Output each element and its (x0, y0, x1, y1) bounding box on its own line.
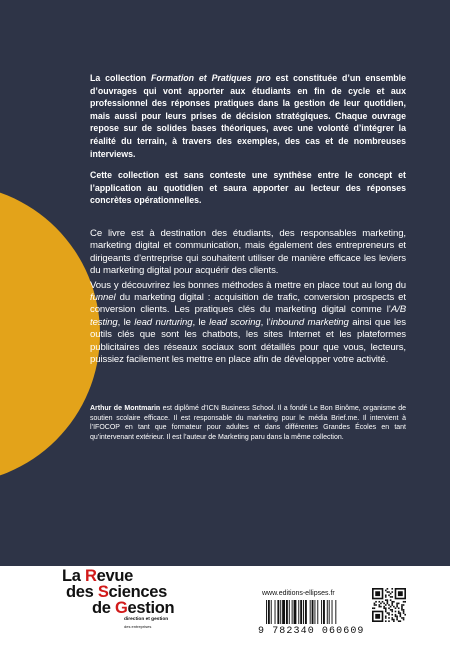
la-revue-logo: La Revue des Sciences de Gestion direction et gestion des entreprises (62, 567, 175, 629)
book-paragraph-2: Vous y découvrirez les bonnes méthodes à mettre en place tout au long du funnel du marketing digital : acquisition de trafic, conversion prospects et conversion clients. Les pratiques clés du marketing digital comme l’A/B testing, le lead nurturing, le lead scoring, l’inbound marketing ainsi que les outils clés que sont les chatbots, les sites Internet et les plateformes publicitaires des réseaux sociaux sont détaillés pour que vous, lecteurs, puissiez facilement les mettre en place afin de développer votre activité. (90, 279, 406, 366)
collection-paragraph-2: Cette collection est sans conteste une synthèse entre le concept et l’application au quotidien et saura apporter au lecteur des réponses concrètes opérationnelles. (90, 170, 406, 206)
qr-code-icon (372, 588, 406, 622)
author-name: Arthur de Montmarin (90, 405, 161, 412)
isbn: 9 782340 060609 (258, 626, 365, 637)
book-paragraph-1: Ce livre est à destination des étudiants, des responsables marketing, marketing digital et communication, mais également des entrepreneurs et dirigeants d’entreprise qui souhaitent utiliser de manière efficace les leviers du marketing digital pour acquérir des clients. (90, 228, 406, 277)
publisher-url: www.editions-ellipses.fr (262, 590, 335, 597)
collection-paragraph-1: La collection Formation et Pratiques pro est constituée d’un ensemble d’ouvrages qui vont apporter aux étudiants en fin de cycle et aux professionnel des réponses pratiques dans la gestion de leur quotidien, mais aussi pour leurs prises de décision stratégiques. Chaque ouvrage repose sur de solides bases théoriques, avec une volonté d’intégrer la réalité du terrain, à travers des exemples, des cas et de nombreuses interviews. (90, 73, 407, 159)
author-bio: Arthur de Montmarin est diplômé d’ICN Business School. Il a fondé Le Bon Binôme, organisme de soutien scolaire efficace. Il est responsable du marketing pour le média Brief.me. Il intervient à l’IFOCOP en tant que formateur pour adultes et dans différentes Grandes Écoles en tant qu’intervenant extérieur. Il est l’auteur de Marketing paru dans la même collection. (90, 405, 406, 441)
book-description (90, 228, 406, 366)
decorative-arc (0, 184, 100, 484)
barcode-icon (266, 600, 362, 624)
collection-description (90, 72, 406, 207)
